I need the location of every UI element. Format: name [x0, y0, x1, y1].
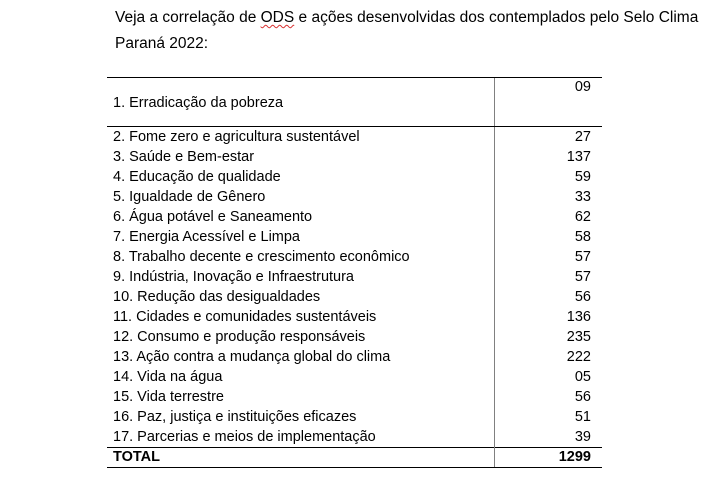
ods-label: 10. Redução das desigualdades	[113, 289, 321, 305]
table-row	[107, 247, 602, 267]
ods-count: 05	[495, 367, 603, 387]
total-row	[107, 448, 602, 468]
table-row	[107, 147, 602, 167]
ods-label: 1. Erradicação da pobreza	[107, 78, 495, 127]
ods-count: 235	[495, 327, 603, 347]
table-row	[107, 407, 602, 427]
ods-count: 09	[495, 78, 603, 127]
table-row	[107, 307, 602, 327]
ods-label: 17. Parcerias e meios de implementação	[113, 429, 376, 445]
intro-text-before: Veja a correlação de	[115, 9, 261, 26]
ods-count: 51	[495, 407, 603, 427]
table-row	[107, 127, 602, 148]
ods-count: 222	[495, 347, 603, 367]
table-row	[107, 427, 602, 448]
ods-table	[107, 77, 602, 468]
ods-acronym: ODS	[260, 9, 295, 26]
ods-label: 6. Água potável e Saneamento	[113, 209, 313, 225]
ods-count: 136	[495, 307, 603, 327]
table-row	[107, 187, 602, 207]
ods-label: 11. Cidades e comunidades sustentáveis	[113, 309, 377, 325]
ods-count: 59	[495, 167, 603, 187]
ods-label: 16. Paz, justiça e instituições eficazes	[113, 409, 357, 425]
ods-label: 12. Consumo e produção responsáveis	[113, 329, 366, 345]
ods-label: 8. Trabalho decente e crescimento econômico	[113, 249, 410, 265]
table-row	[107, 367, 602, 387]
ods-count: 57	[495, 247, 603, 267]
table-row	[107, 207, 602, 227]
ods-label: 2. Fome zero e agricultura sustentável	[113, 129, 360, 145]
ods-count: 33	[495, 187, 603, 207]
ods-count: 57	[495, 267, 603, 287]
table-row	[107, 347, 602, 367]
ods-label: 7. Energia Acessível e Limpa	[113, 229, 300, 245]
total-label: TOTAL	[107, 448, 495, 468]
ods-label: 14. Vida na água	[113, 369, 223, 385]
table-row	[107, 78, 602, 127]
ods-table-body	[107, 78, 602, 468]
ods-count: 62	[495, 207, 603, 227]
table-row	[107, 287, 602, 307]
ods-count: 56	[495, 287, 603, 307]
ods-label: 13. Ação contra a mudança global do clima	[113, 349, 391, 365]
ods-label: 9. Indústria, Inovação e Infraestrutura	[113, 269, 354, 285]
ods-count: 27	[495, 127, 603, 148]
ods-label: 15. Vida terrestre	[113, 389, 224, 405]
table-row	[107, 327, 602, 347]
ods-count: 39	[495, 427, 603, 448]
table-row	[107, 387, 602, 407]
ods-count: 137	[495, 147, 603, 167]
intro-text-after: e ações desenvolvidas dos contemplados pelo Selo Clima Paraná 2022:	[115, 9, 699, 52]
ods-label: 5. Igualdade de Gênero	[113, 189, 266, 205]
total-value: 1299	[495, 448, 603, 468]
table-row	[107, 167, 602, 187]
table-row	[107, 227, 602, 247]
intro-paragraph	[115, 5, 705, 57]
ods-label: 3. Saúde e Bem-estar	[113, 149, 255, 165]
ods-label: 4. Educação de qualidade	[113, 169, 281, 185]
ods-count: 56	[495, 387, 603, 407]
ods-count: 58	[495, 227, 603, 247]
table-row	[107, 267, 602, 287]
